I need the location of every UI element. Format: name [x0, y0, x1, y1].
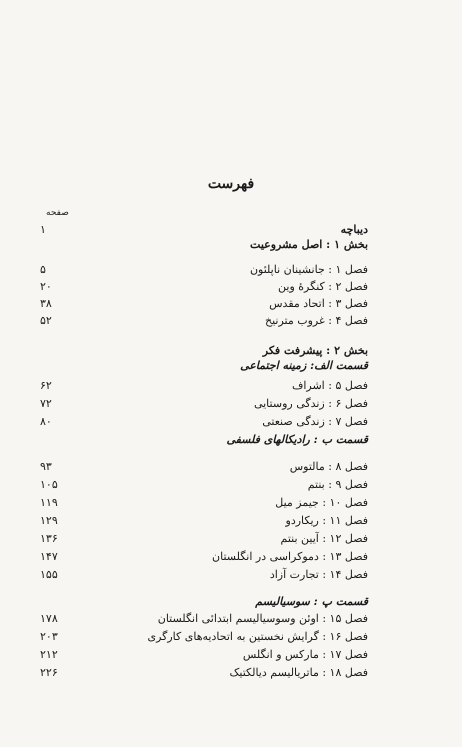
toc-chapter-title: فصل ۷ : زندگی صنعتی: [262, 415, 368, 428]
toc-page-number: ۲۰: [40, 280, 52, 293]
toc-page-number: ۵: [40, 263, 46, 276]
toc-chapter-title: فصل ۱۸ : ماتریالیسم دیالکتیک: [229, 666, 368, 679]
toc-section-heading: دیباچه: [340, 223, 368, 236]
toc-chapter-title: فصل ۱۲ : آیین بنتم: [280, 532, 368, 545]
toc-entry: [40, 296, 368, 312]
toc-entry: [40, 396, 368, 412]
toc-entry: [40, 262, 368, 278]
toc-page-number: ۲۱۲: [40, 648, 58, 661]
toc-chapter-title: فصل ۱۴ : تجارت آزاد: [269, 568, 368, 581]
toc-chapter-title: فصل ۱۳ : دموکراسی در انگلستان: [212, 550, 368, 563]
toc-entry: [40, 237, 368, 253]
toc-page-number: ۱۱۹: [40, 496, 58, 509]
toc-entry: [40, 432, 368, 448]
toc-chapter-title: فصل ۱۵ : اوئن وسوسیالیسم ابتدائی انگلستان: [157, 612, 368, 625]
toc-chapter-title: فصل ۱۰ : جیمز میل: [275, 496, 368, 509]
toc-chapter-title: فصل ۱۷ : مارکس و انگلس: [242, 648, 368, 661]
toc-page-number: ۱۳۶: [40, 532, 58, 545]
toc-chapter-title: فصل ۱ : جانشینان ناپلئون: [249, 263, 368, 276]
toc-section-heading: بخش ۲ : پیشرفت فکر: [262, 344, 368, 357]
toc-entry: [40, 459, 368, 475]
toc-page-number: ۶۲: [40, 379, 52, 392]
toc-entry: [40, 567, 368, 583]
toc-section-heading: قسمت ب : رادیکالهای فلسفی: [226, 433, 368, 446]
toc-chapter-title: فصل ۳ : اتحاد مقدس: [269, 297, 368, 310]
toc-entry: [40, 222, 368, 238]
toc-entry: [40, 279, 368, 295]
toc-entry: [40, 414, 368, 430]
toc-entry: [40, 594, 368, 610]
toc-page-number: ۱۰۵: [40, 478, 58, 491]
toc-page-number: ۱۲۹: [40, 514, 58, 527]
toc-section-heading: قسمت پ : سوسیالیسم: [255, 595, 368, 608]
toc-chapter-title: فصل ۱۱ : ریکاردو: [285, 514, 368, 527]
toc-entry: [40, 531, 368, 547]
toc-entry: [40, 313, 368, 329]
toc-chapter-title: فصل ۱۶ : گرایش نخستین به اتحادیه‌های کارگری: [147, 630, 368, 643]
toc-entry: [40, 647, 368, 663]
page-title: فهرست: [207, 176, 255, 192]
toc-entry: [40, 611, 368, 627]
toc-page-number: ۲۰۳: [40, 630, 58, 643]
toc-page-number: ۲۲۶: [40, 666, 58, 679]
toc-entry: [40, 358, 368, 374]
toc-entry: [40, 378, 368, 394]
toc-page-number: ۵۲: [40, 314, 52, 327]
toc-page-number: ۳۸: [40, 297, 52, 310]
toc-page-number: ۱۷۸: [40, 612, 58, 625]
toc-entry: [40, 343, 368, 359]
toc-chapter-title: فصل ۵ : اشراف: [291, 379, 368, 392]
toc-entry: [40, 665, 368, 681]
toc-section-heading: بخش ۱ : اصل مشروعیت: [250, 238, 368, 251]
toc-entry: [40, 477, 368, 493]
toc-entry: [40, 629, 368, 645]
toc-section-heading: قسمت الف: زمینه اجتماعی: [240, 359, 368, 372]
toc-chapter-title: فصل ۴ : غروب مترنیخ: [265, 314, 368, 327]
toc-chapter-title: فصل ۲ : کنگرهٔ وین: [278, 280, 368, 293]
toc-page-number: ۸۰: [40, 415, 52, 428]
toc-chapter-title: فصل ۶ : زندگی روستایی: [253, 397, 368, 410]
toc-entry: [40, 495, 368, 511]
toc-entry: [40, 549, 368, 565]
toc-page-number: ۷۲: [40, 397, 52, 410]
page-column-label: صفحه: [46, 208, 69, 218]
toc-page-number: ۱۵۵: [40, 568, 58, 581]
toc-chapter-title: فصل ۹ : بنتم: [307, 478, 368, 491]
toc-entry: [40, 513, 368, 529]
toc-chapter-title: فصل ۸ : مالتوس: [289, 460, 368, 473]
toc-page-number: ۹۳: [40, 460, 52, 473]
toc-page-number: ۱: [40, 223, 46, 236]
toc-page-number: ۱۴۷: [40, 550, 58, 563]
